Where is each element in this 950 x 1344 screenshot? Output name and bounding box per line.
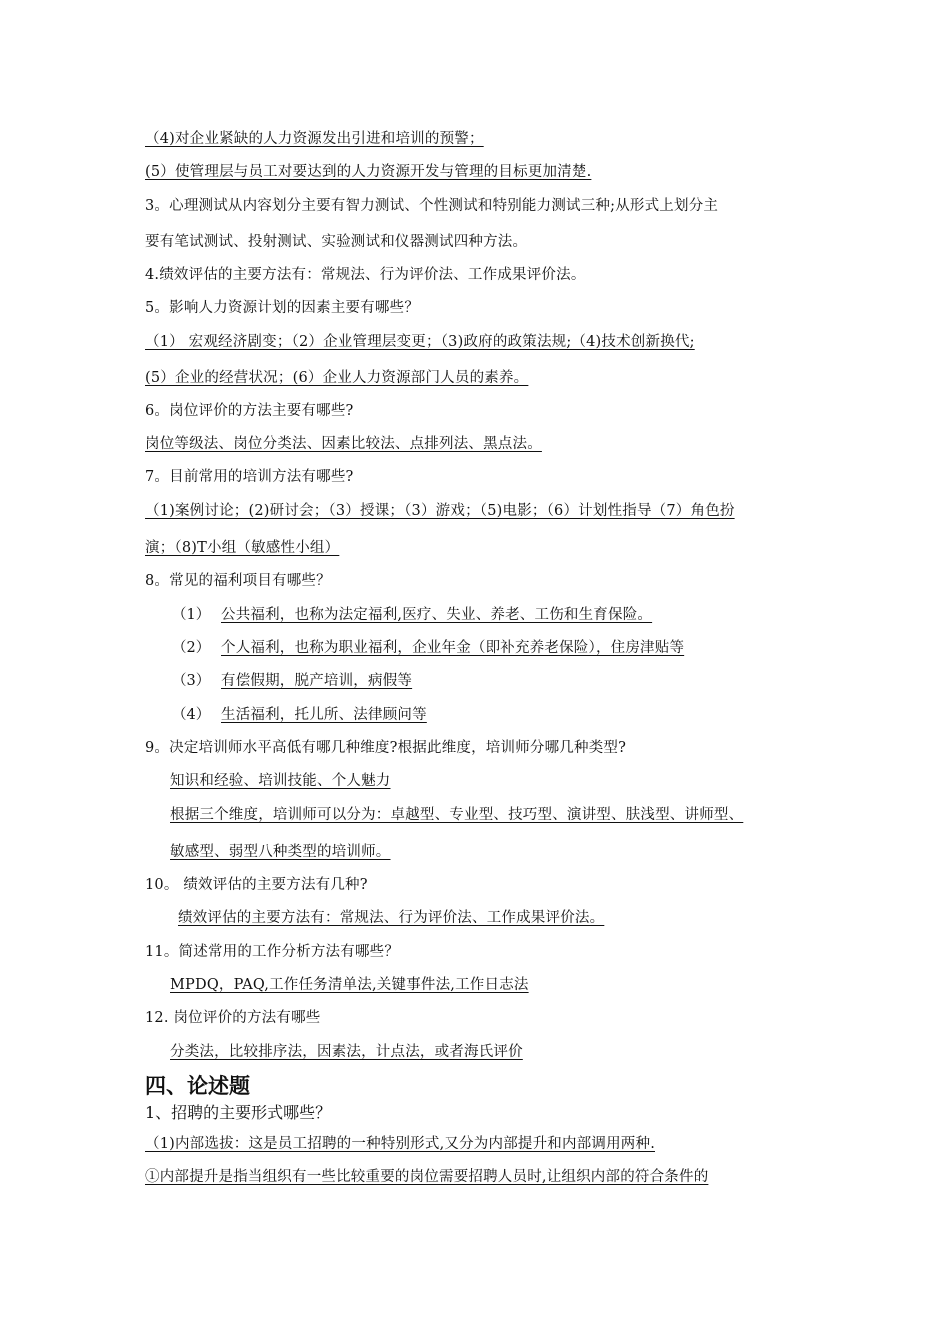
answer-line: 分类法，比较排序法，因素法，计点法，或者海氏评价	[170, 1044, 523, 1060]
text-line: 要有笔试测试、投射测试、实验测试和仪器测试四种方法。	[145, 234, 528, 250]
answer-line: 根据三个维度，培训师可以分为：卓越型、专业型、技巧型、演讲型、肤浅型、讲师型、	[170, 807, 744, 823]
question-line: 1、招聘的主要形式哪些？	[145, 1103, 332, 1122]
question-line: 8。常见的福利项目有哪些？	[145, 573, 331, 589]
list-item: 有偿假期，脱产培训，病假等	[221, 673, 413, 689]
answer-line: 绩效评估的主要方法有：常规法、行为评价法、工作成果评价法。	[178, 910, 605, 926]
question-line: 10。 绩效评估的主要方法有几种?	[145, 877, 368, 893]
list-item: 生活福利，托儿所、法律顾问等	[221, 707, 427, 723]
answer-line: 演；（8)T小组（敏感性小组）	[145, 540, 340, 556]
list-number: （1）	[172, 607, 211, 623]
answer-line: （1)案例讨论；(2)研讨会；（3）授课；（3）游戏；（5)电影；（6）计划性指导（7）角色扮	[145, 503, 735, 519]
question-line: 5。影响人力资源计划的因素主要有哪些？	[145, 300, 420, 316]
question-line: 11。简述常用的工作分析方法有哪些？	[145, 944, 400, 960]
answer-line: MPDQ，PAQ,工作任务清单法,关键事件法,工作日志法	[170, 977, 529, 993]
text-line: 4.绩效评估的主要方法有：常规法、行为评价法、工作成果评价法。	[145, 267, 586, 283]
list-number: （3）	[172, 673, 211, 689]
question-line: 6。岗位评价的方法主要有哪些?	[145, 403, 354, 419]
question-line: 12. 岗位评价的方法有哪些	[145, 1010, 321, 1026]
list-number: （4）	[172, 707, 211, 723]
text-line: (5）使管理层与员工对要达到的人力资源开发与管理的目标更加清楚.	[145, 164, 592, 180]
answer-line: 敏感型、弱型八种类型的培训师。	[170, 844, 391, 860]
question-line: 7。目前常用的培训方法有哪些?	[145, 469, 354, 485]
list-item: 公共福利，也称为法定福利,医疗、失业、养老、工伤和生育保险。	[221, 607, 653, 623]
answer-line: （1） 宏观经济剧变；（2）企业管理层变更；（3)政府的政策法规;（4)技术创新换代;	[145, 334, 695, 350]
answer-line: （1)内部选拔：这是员工招聘的一种特别形式,又分为内部提升和内部调用两种.	[145, 1136, 655, 1152]
list-item: 个人福利，也称为职业福利，企业年金（即补充养老保险），住房津贴等	[221, 640, 685, 656]
answer-line: 岗位等级法、岗位分类法、因素比较法、点排列法、黑点法。	[145, 436, 542, 452]
answer-line: 知识和经验、培训技能、个人魅力	[170, 773, 391, 789]
section-heading: 四、论述题	[145, 1074, 250, 1098]
text-line: （4)对企业紧缺的人力资源发出引进和培训的预警；	[145, 131, 484, 147]
list-number: （2）	[172, 640, 211, 656]
question-line: 9。决定培训师水平高低有哪几种维度?根据此维度，培训师分哪几种类型?	[145, 740, 627, 756]
answer-line: (5）企业的经营状况；(6）企业人力资源部门人员的素养。	[145, 370, 529, 386]
answer-line: ①内部提升是指当组织有一些比较重要的岗位需要招聘人员时,让组织内部的符合条件的	[145, 1169, 709, 1185]
text-line: 3。心理测试从内容划分主要有智力测试、个性测试和特别能力测试三种;从形式上划分主	[145, 198, 719, 214]
